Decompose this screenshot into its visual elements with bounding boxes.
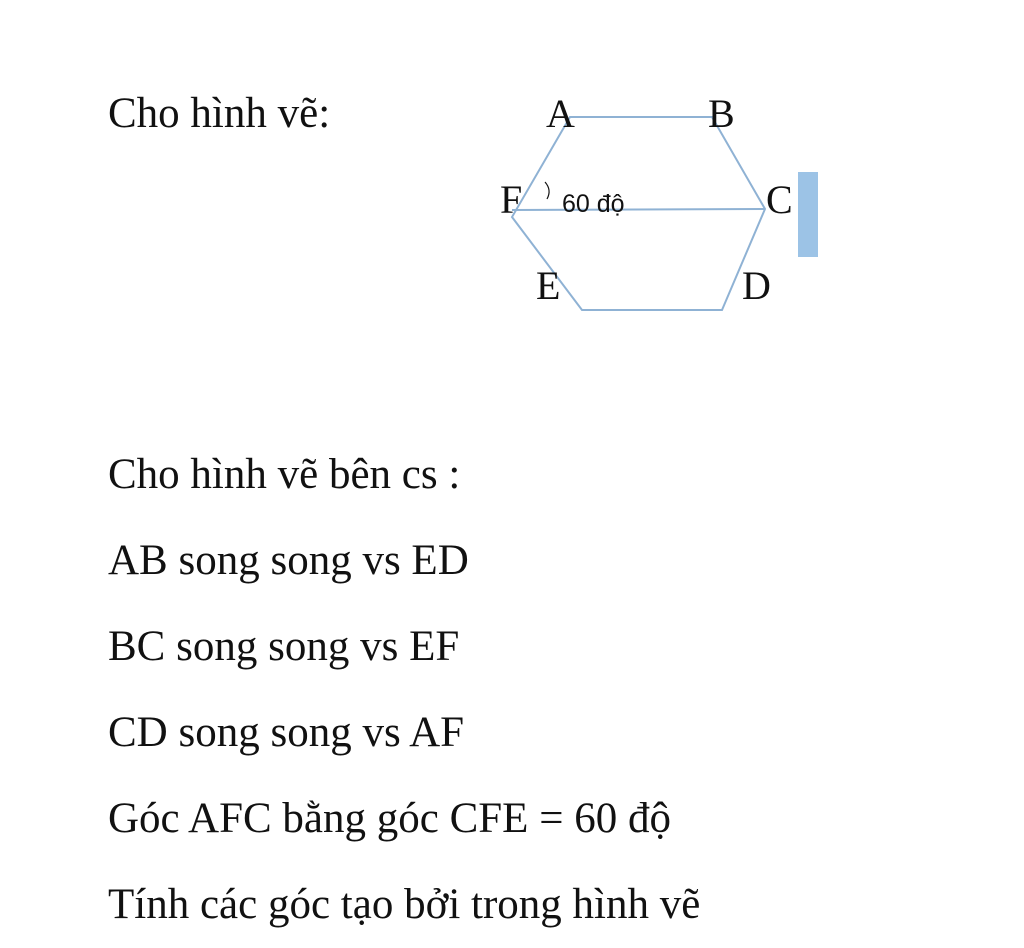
statement-line: Góc AFC bằng góc CFE = 60 độ xyxy=(108,795,671,842)
statement-line: Cho hình vẽ bên cs : xyxy=(108,451,461,498)
statement-line: AB song song vs ED xyxy=(108,537,469,584)
side-marker xyxy=(798,172,818,257)
vertex-label-e: E xyxy=(536,263,561,308)
angle-label: 60 độ xyxy=(562,190,625,218)
vertex-label-a: A xyxy=(546,91,575,136)
hexagon-figure xyxy=(490,82,830,322)
angle-arc xyxy=(545,182,549,199)
vertex-label-c: C xyxy=(766,177,793,222)
statement-line: CD song song vs AF xyxy=(108,709,465,756)
hexagon-diagram xyxy=(490,82,830,322)
vertex-label-f: F xyxy=(500,177,523,222)
problem-statements xyxy=(108,432,700,948)
segment-fc xyxy=(512,209,765,210)
statement-line: BC song song vs EF xyxy=(108,623,460,670)
statement-line: Tính các góc tạo bởi trong hình vẽ xyxy=(108,881,701,928)
vertex-label-b: B xyxy=(708,91,735,136)
intro-text: Cho hình vẽ: xyxy=(108,90,331,137)
vertex-label-d: D xyxy=(742,263,771,308)
